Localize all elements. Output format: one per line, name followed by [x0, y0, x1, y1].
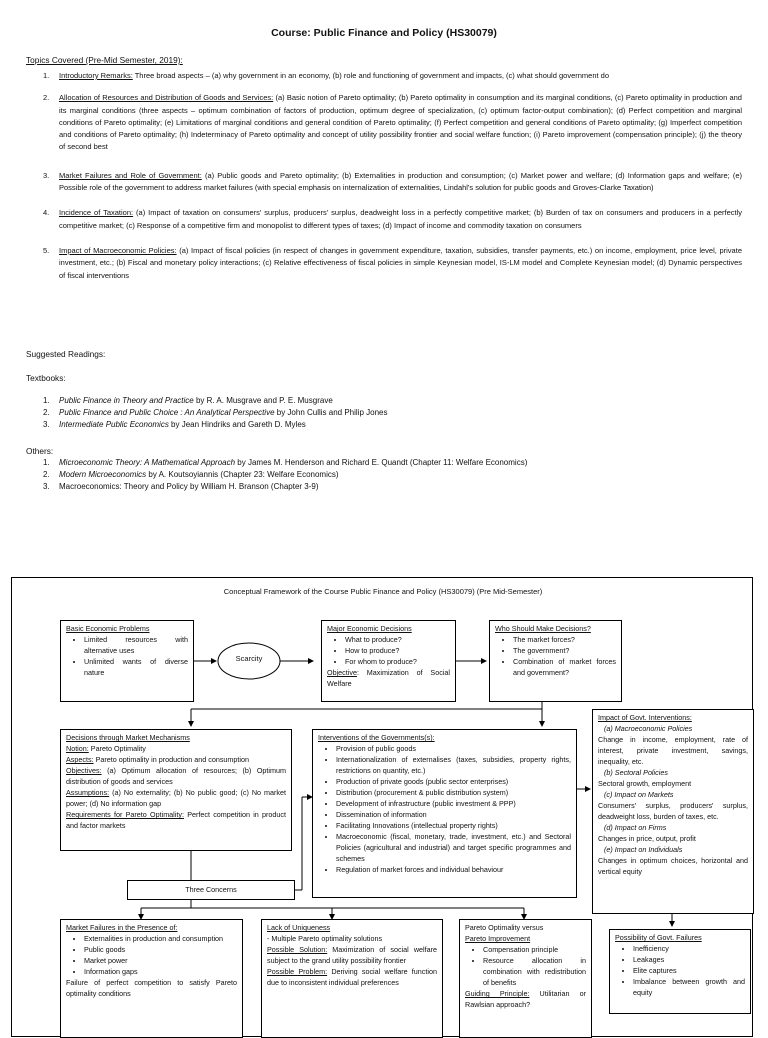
page-title: Course: Public Finance and Policy (HS30079) — [271, 27, 497, 39]
basic-item: • Limited resources with alternative uses — [84, 634, 188, 656]
basic-problems-box: Basic Economic Problems • Limited resources with alternative uses • Unlimited wants of diverse nature — [60, 620, 194, 702]
intervention-item: • Distribution (procurement & public distribution system) — [336, 787, 571, 798]
major-item: • How to produce? — [345, 645, 450, 656]
textbook-item: 2. Public Finance and Public Choice : An Analytical Perspective by John Cullis and Philip Jones — [43, 408, 388, 418]
who-decides-box: Who Should Make Decisions? • The market forces? • The government? • Combination of market forces and government? — [489, 620, 622, 702]
textbook-item: 1. Public Finance in Theory and Practice by R. A. Musgrave and P. E. Musgrave — [43, 396, 333, 405]
major-decisions-box: Major Economic Decisions • What to produce? • How to produce? • For whom to produce? Objective: Maximization of Social Welfare — [321, 620, 456, 702]
intervention-item: • Internationalization of externalises (taxes, subsidies, property rights, restrictions on quantity, etc.) — [336, 754, 571, 776]
failure-item: • Information gaps — [84, 966, 237, 977]
lack-of-uniqueness-box: Lack of Uniqueness - Multiple Pareto optimality solutions Possible Solution: Maximization of social welfare subject to the grand utility possibility frontier Possible Problem: Deriving social welfare function due to inconsistent individual preferences — [261, 919, 443, 1038]
other-item: 3. Macroeconomics: Theory and Policy by William H. Branson (Chapter 3-9) — [43, 482, 319, 492]
govfail-item: • Elite captures — [633, 965, 745, 976]
intervention-item: • Dissemination of information — [336, 809, 571, 820]
topic-text: Three broad aspects – (a) why government in an economy, (b) role and functioning of government and impacts, (c) what should government do — [132, 71, 610, 80]
intervention-item: • Production of private goods (public sector enterprises) — [336, 776, 571, 787]
who-item: • Combination of market forces and government? — [513, 656, 616, 678]
pareto-item: • Resource allocation in combination with redistribution of benefits — [483, 955, 586, 988]
impact-section-label: (a) Macroeconomic Policies — [604, 724, 693, 733]
textbooks-list — [26, 395, 742, 432]
topic-text: (a) Public goods and Pareto optimality; (b) Externalities in production and consumption; (c) Market power and welfare; (d) Information gaps and welfare; (e) Possible role of the government to address market failures (with special emphasis on internalization of externalities, Lindahl's solution for public goods and Groves-Clarke Taxation) — [59, 170, 742, 193]
topic-text: (a) Impact of fiscal policies (in respect of changes in government expenditure, taxation, subsidies, transfer payments, etc.) on income, employment, price level, private investment, etc.; (b) Fiscal and monetary policy interactions; (c) Relative effectiveness of fiscal policies in simple Keynesian model, IS-LM model and Complete Keynesian model; (d) Dynamic perspectives of fiscal interventions — [59, 245, 742, 280]
impact-section-label: (d) Impact on Firms — [604, 823, 667, 832]
topic-head: Allocation of Resources and Distribution of Goods and Services: — [59, 93, 274, 103]
intervention-item: • Macroeconomic (fiscal, monetary, trade, investment, etc.) and Sectoral Policies (agricultural and industrial) and target specific programmes and schemes — [336, 831, 571, 864]
topic-text: (a) Basic notion of Pareto optimality; (b) Pareto optimality in consumption and its marginal conditions, (c) Pareto optimality in production and its marginal conditions (three aspects – optimum combination of factors of production, optimum degree of specialization, (c) optimum factor-output combination); (d) Perfect competition and marginal conditions of Pareto optimality; (e) Limitations of marginal conditions and general condition of Pareto optimality; (f) Perfect competition and general conditions of Pareto optimality; (g) Imperfect competition and conditions of Pareto optimality; (h) Indeterminacy of Pareto optimality and concept of utility possibility frontier and social welfare function; (i) Pareto improvement (compensation principle); (j) the theory of second best — [59, 93, 742, 152]
topic-item: 4. Incidence of Taxation: (a) Impact of taxation on consumers' surplus, producers' surplus, deadweight loss in a perfectly competitive market; (b) Burden of tax on consumers and producers in a perfectly competitive market; (c) Response of a competitive firm and monopolist to different types of taxes; (d) Impact of income and commodity taxation on consumers — [43, 208, 742, 230]
topic-item: 2. Allocation of Resources and Distribution of Goods and Services: (a) Basic notion of Pareto optimality; (b) Pareto optimality in consumption and its marginal conditions, (c) Pareto optimality in production and its marginal conditions (three aspects – optimum combination of factors of production, optimum degree of specialization, (c) optimum factor-output combination); (d) Perfect competition and marginal conditions of Pareto optimality; (e) Limitations of marginal conditions and general condition of Pareto optimality; (f) Perfect competition and general conditions of Pareto optimality; (g) Imperfect competition and conditions of Pareto optimality; (h) Indeterminacy of Pareto optimality and concept of utility possibility frontier and social welfare function; (i) Pareto improvement (compensation principle); (j) the theory of second best — [43, 93, 742, 152]
who-item: • The market forces? — [513, 634, 616, 645]
govfail-item: • Imbalance between growth and equity — [633, 976, 745, 998]
topics-heading: Topics Covered (Pre-Mid Semester, 2019): — [26, 55, 183, 65]
diagram-title: Conceptual Framework of the Course Public Finance and Policy (HS30079) (Pre Mid-Semester) — [223, 587, 543, 596]
others-list — [26, 457, 742, 494]
market-mechanisms-box: Decisions through Market Mechanisms Notion: Pareto Optimality Aspects: Pareto optimality in production and consumption Objectives: (a) Optimum allocation of resources; (b) Optimum distribution of goods and services Assumptions: (a) No externality; (b) No public good; (c) No market power; (d) No information gap Requirements for Pareto Optimality: Perfect competition in product and factor markets — [60, 729, 292, 851]
topic-text: (a) Impact of taxation on consumers' surplus, producers' surplus, deadweight loss in a perfectly competitive market; (b) Burden of tax on consumers and producers in a perfectly competitive market; (c) Response of a competitive firm and monopolist to different types of taxes; (d) Impact of income and commodity taxation on consumers — [59, 208, 742, 230]
major-item: • For whom to produce? — [345, 656, 450, 667]
pareto-box: Pareto Optimality versus Pareto Improvement • Compensation principle • Resource allocation in combination with redistribution of benefits Guiding Principle: Utilitarian or Rawlsian approach? — [459, 919, 592, 1038]
scarcity-label: Scarcity — [235, 654, 263, 663]
topic-head: Introductory Remarks: — [59, 71, 133, 80]
textbook-item: 3. Intermediate Public Economics by Jean Hindriks and Gareth D. Myles — [43, 420, 306, 430]
intervention-item: • Facilitating Innovations (intellectual property rights) — [336, 820, 571, 831]
topic-head: Impact of Macroeconomic Policies: — [59, 245, 177, 255]
framework-diagram — [11, 577, 753, 1037]
failure-item: • Externalities in production and consumption — [84, 933, 237, 944]
impact-section-label: (e) Impact on Individuals — [604, 845, 683, 854]
major-item: • What to produce? — [345, 634, 450, 645]
intervention-item: • Provision of public goods — [336, 743, 571, 754]
suggested-readings-heading: Suggested Readings: — [26, 349, 106, 359]
failure-item: • Market power — [84, 955, 237, 966]
topic-item: 3. Market Failures and Role of Government: (a) Public goods and Pareto optimality; (b) Externalities in production and consumption; (c) Market power and welfare; (d) Information gaps and welfare; (e) Possible role of the government to address market failures (with special emphasis on internalization of externalities, Lindahl's solution for public goods and Groves-Clarke Taxation) — [43, 170, 742, 193]
intervention-item: • Development of infrastructure (public investment & PPP) — [336, 798, 571, 809]
topics-list — [26, 70, 742, 292]
topic-item: 1. Introductory Remarks: Three broad aspects – (a) why government in an economy, (b) role and functioning of government and impacts, (c) what should government do — [43, 71, 610, 80]
intervention-item: • Regulation of market forces and individual behaviour — [336, 864, 571, 875]
interventions-box: Interventions of the Governments(s): • Provision of public goods • Internationalization of externalises (taxes, subsidies, property rights, restrictions on quantity, etc.) • Production of private goods (public sector enterprises) • Distribution (procurement & public distribution system) • Development of infrastructure (public investment & PPP) • Dissemination of information • Facilitating Innovations (intellectual property rights) • Macroeconomic (fiscal, monetary, trade, investment, etc.) and Sectoral Policies (agricultural and industrial) and target specific programmes and schemes • Regulation of market forces and individual behaviour — [312, 729, 577, 898]
govfail-item: • Inefficiency — [633, 943, 745, 954]
who-item: • The government? — [513, 645, 616, 656]
market-failures-box: Market Failures in the Presence of: • Externalities in production and consumption • Public goods • Market power • Information gaps Failure of perfect competition to satisfy Pareto optimality conditions — [60, 919, 243, 1038]
failure-item: • Public goods — [84, 944, 237, 955]
topic-head: Market Failures and Role of Government: — [59, 170, 202, 180]
govfail-item: • Leakages — [633, 954, 745, 965]
other-item: 2. Modern Microeconomics by A. Koutsoyiannis (Chapter 23: Welfare Economics) — [43, 470, 339, 480]
topic-item: 5. Impact of Macroeconomic Policies: (a) Impact of fiscal policies (in respect of changes in government expenditure, taxation, subsidies, transfer payments, etc.) on income, employment, price level, private investment, etc.; (b) Fiscal and monetary policy interactions; (c) Relative effectiveness of fiscal policies in simple Keynesian model, IS-LM model and Complete Keynesian model; (d) Dynamic perspectives of fiscal interventions — [43, 245, 742, 280]
impact-box: Impact of Govt. Interventions: (a) Macroeconomic Policies Change in income, employment, rate of interest, private investment, savings, inequality, etc. (b) Sectoral Policies Sectoral growth, employment (c) Impact on Markets Consumers' surplus, producers' surplus, deadweight loss, burden of taxes, etc. (d) Impact on Firms Changes in price, output, profit (e) Impact on Individuals Changes in optimum choices, horizontal and vertical equity — [592, 709, 754, 914]
topic-head: Incidence of Taxation: — [59, 208, 134, 218]
impact-section-label: (b) Sectoral Policies — [604, 768, 668, 777]
impact-section-label: (c) Impact on Markets — [604, 790, 674, 799]
others-heading: Others: — [26, 446, 54, 456]
basic-item: • Unlimited wants of diverse nature — [84, 656, 188, 678]
govt-failures-box: Possibility of Govt. Failures • Inefficiency • Leakages • Elite captures • Imbalance between growth and equity — [609, 929, 751, 1014]
pareto-item: • Compensation principle — [483, 944, 586, 955]
textbooks-heading: Textbooks: — [26, 373, 66, 383]
other-item: 1. Microeconomic Theory: A Mathematical Approach by James M. Henderson and Richard E. Quandt (Chapter 11: Welfare Economics) — [43, 458, 528, 467]
three-concerns-box: Three Concerns — [127, 880, 295, 900]
